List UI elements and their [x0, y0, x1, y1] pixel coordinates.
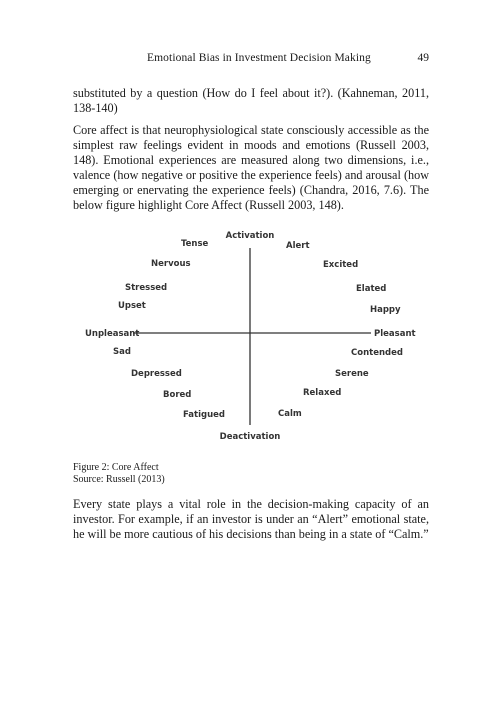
axis-label-pleasant: Pleasant [374, 329, 416, 339]
paragraph-3: Every state plays a vital role in the decision-making capacity of an investor. For example, if an investor is under an “Alert” emotional state, he will be more cautious of his decisions than being in a state of “Calm.” [73, 497, 429, 541]
label-elated: Elated [356, 284, 387, 294]
label-excited: Excited [323, 260, 359, 270]
label-happy: Happy [370, 305, 401, 315]
label-bored: Bored [163, 390, 192, 400]
figure-caption: Figure 2: Core Affect [73, 462, 159, 473]
page-number: 49 [417, 52, 429, 64]
label-depressed: Depressed [131, 369, 182, 379]
label-relaxed: Relaxed [303, 388, 342, 398]
running-head-title: Emotional Bias in Investment Decision Making [147, 52, 371, 64]
label-serene: Serene [335, 369, 369, 379]
label-nervous: Nervous [151, 259, 191, 269]
label-upset: Upset [118, 301, 146, 311]
label-sad: Sad [113, 347, 131, 357]
paragraph-2: Core affect is that neurophysiological state consciously accessible as the simplest raw feelings evident in moods and emotions (Russell 2003, 148). Emotional experiences are measured along two dimensions, i.e., valence (how negative or positive the experience feels) and arousal (how emerging or enervating the experience feels) (Chandra, 2016, 7.6). The below figure highlight Core Affect (Russell 2003, 148). [73, 123, 429, 212]
paragraph-1: substituted by a question (How do I feel about it?). (Kahneman, 2011, 138-140) [73, 86, 429, 115]
label-contended: Contended [351, 348, 403, 358]
label-calm: Calm [278, 409, 302, 419]
label-alert: Alert [286, 241, 310, 251]
label-stressed: Stressed [125, 283, 168, 293]
label-tense: Tense [181, 239, 209, 249]
axis-label-activation: Activation [225, 231, 275, 241]
axis-label-deactivation: Deactivation [219, 432, 281, 442]
label-fatigued: Fatigued [183, 410, 226, 420]
figure-source: Source: Russell (2013) [73, 474, 165, 485]
axis-label-unpleasant: Unpleasant [85, 329, 140, 339]
